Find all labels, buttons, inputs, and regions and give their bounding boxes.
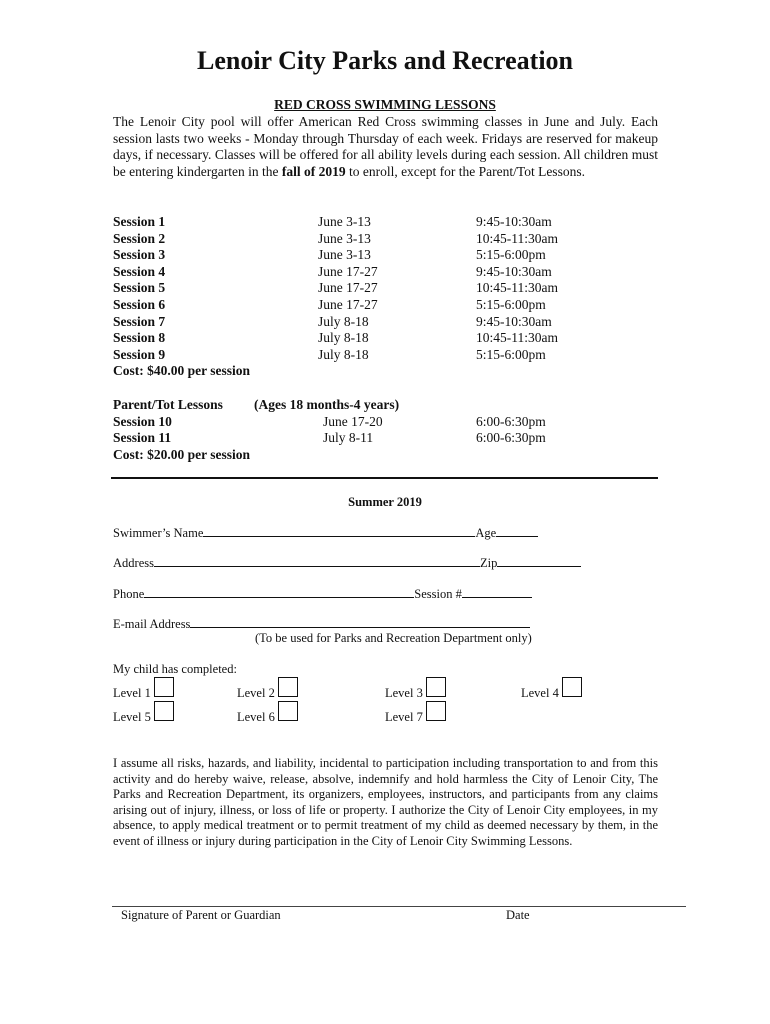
zip-field[interactable] [497, 555, 581, 567]
intro-bold-text: fall of 2019 [281, 163, 346, 179]
email-note: (To be used for Parks and Recreation Department only) [255, 631, 532, 645]
level-1-checkbox[interactable] [154, 677, 174, 697]
level-4-checkbox[interactable] [562, 677, 582, 697]
session-dates: June 3-13 [318, 214, 371, 229]
session-time: 9:45-10:30am [476, 263, 552, 279]
swimmer-name-field[interactable] [203, 525, 475, 537]
level-7-checkbox[interactable] [426, 701, 446, 721]
session-dates: July 8-18 [318, 346, 369, 362]
signature-line[interactable] [112, 906, 686, 907]
session-dates: June 17-27 [318, 280, 378, 296]
session-time: 6:00-6:30pm [476, 413, 546, 429]
intro-text-end: to enroll, except for the Parent/Tot Lessons. [345, 163, 585, 179]
session-name: Session 9 [113, 346, 166, 362]
address-field[interactable] [154, 555, 480, 567]
session-name: Session 1 [113, 214, 166, 229]
parent-tot-heading: Parent/Tot Lessons [113, 397, 223, 412]
age-label: Age [475, 526, 497, 540]
level-label: Level 5 [113, 710, 151, 724]
session-dates: June 3-13 [318, 230, 371, 246]
swimmer-name-row [113, 525, 538, 541]
session-name: Session 8 [113, 330, 166, 346]
session-name: Session 6 [113, 297, 166, 312]
parent-tot-ages: (Ages 18 months-4 years) [254, 397, 400, 412]
session-time: 5:15-6:00pm [476, 297, 546, 312]
level-3-checkbox[interactable] [426, 677, 446, 697]
cost-regular: Cost: $40.00 per session [113, 363, 251, 379]
section-heading: RED CROSS SWIMMING LESSONS [274, 97, 496, 112]
address-row [113, 555, 581, 571]
session-name: Session 4 [113, 263, 166, 279]
session-dates: July 8-18 [318, 330, 369, 346]
session-time: 9:45-10:30am [476, 313, 552, 329]
intro-paragraph [113, 114, 658, 180]
level-label: Level 7 [385, 710, 423, 724]
phone-field[interactable] [144, 586, 414, 598]
email-field[interactable] [190, 616, 530, 628]
session-time: 10:45-11:30am [476, 330, 558, 346]
session-time: 5:15-6:00pm [476, 346, 546, 362]
swimmer-name-label: Swimmer’s Name [113, 526, 204, 540]
session-time: 9:45-10:30am [476, 214, 552, 229]
level-label: Level 1 [113, 686, 151, 700]
page-title: Lenoir City Parks and Recreation [196, 46, 574, 75]
address-label: Address [113, 556, 154, 570]
waiver-paragraph: I assume all risks, hazards, and liability, incidental to participation including transportation to and from this activity and do hereby waive, release, absolve, indemnify and hold harmless the City of Lenoir City, The Parks and Recreation Department, its organizers, employees, instructors, and participants from any claims arising out of injury, illness, or loss of life or property. I authorize the City of Lenoir City employees, in my absence, to apply medical treatment or to permit treatment of my child as deemed necessary by them, in the event of illness or injury during participation in the City of Lenoir City Swimming Lessons. [113, 756, 658, 848]
form-heading: Summer 2019 [348, 495, 422, 509]
session-dates: June 17-27 [318, 297, 378, 312]
cost-parent-tot: Cost: $20.00 per session [113, 446, 251, 462]
phone-label: Phone [113, 587, 145, 601]
level-label: Level 2 [237, 686, 275, 700]
session-time: 6:00-6:30pm [476, 430, 546, 446]
level-5-checkbox[interactable] [154, 701, 174, 721]
session-name: Session 2 [113, 230, 166, 246]
session-name: Session 3 [113, 247, 166, 263]
session-time: 10:45-11:30am [476, 230, 558, 246]
session-name: Session 10 [113, 413, 172, 429]
session-dates: June 3-13 [318, 247, 371, 263]
age-field[interactable] [496, 525, 538, 537]
level-2-checkbox[interactable] [278, 677, 298, 697]
level-label: Level 3 [385, 686, 423, 700]
level-label: Level 4 [521, 686, 559, 700]
signature-label: Signature of Parent or Guardian [121, 908, 281, 922]
completed-label: My child has completed: [113, 662, 237, 676]
session-time: 10:45-11:30am [476, 280, 558, 296]
session-time: 5:15-6:00pm [476, 247, 546, 263]
session-name: Session 5 [113, 280, 166, 296]
email-row [113, 616, 530, 632]
email-label: E-mail Address [113, 617, 191, 631]
session-name: Session 7 [113, 313, 166, 329]
zip-label: Zip [479, 556, 498, 570]
session-name: Session 11 [113, 430, 172, 446]
phone-row [113, 586, 532, 602]
level-6-checkbox[interactable] [278, 701, 298, 721]
session-number-field[interactable] [462, 586, 532, 598]
session-dates: July 8-11 [323, 430, 374, 446]
session-dates: June 17-20 [323, 413, 383, 429]
date-label: Date [506, 908, 530, 922]
session-dates: July 8-18 [318, 313, 369, 329]
session-number-label: Session # [414, 587, 462, 601]
intro-text: The Lenoir City pool will offer American Red Cross swimming classes in June and July. Each session lasts two weeks - Monday through Thursday of each week. Fridays are reserved for makeup days, if necessary. Classes will be offered for all ability levels during each session. All children must be entering kindergarten in the [113, 114, 658, 179]
level-label: Level 6 [237, 710, 275, 724]
session-dates: June 17-27 [318, 263, 378, 279]
divider [111, 477, 658, 479]
